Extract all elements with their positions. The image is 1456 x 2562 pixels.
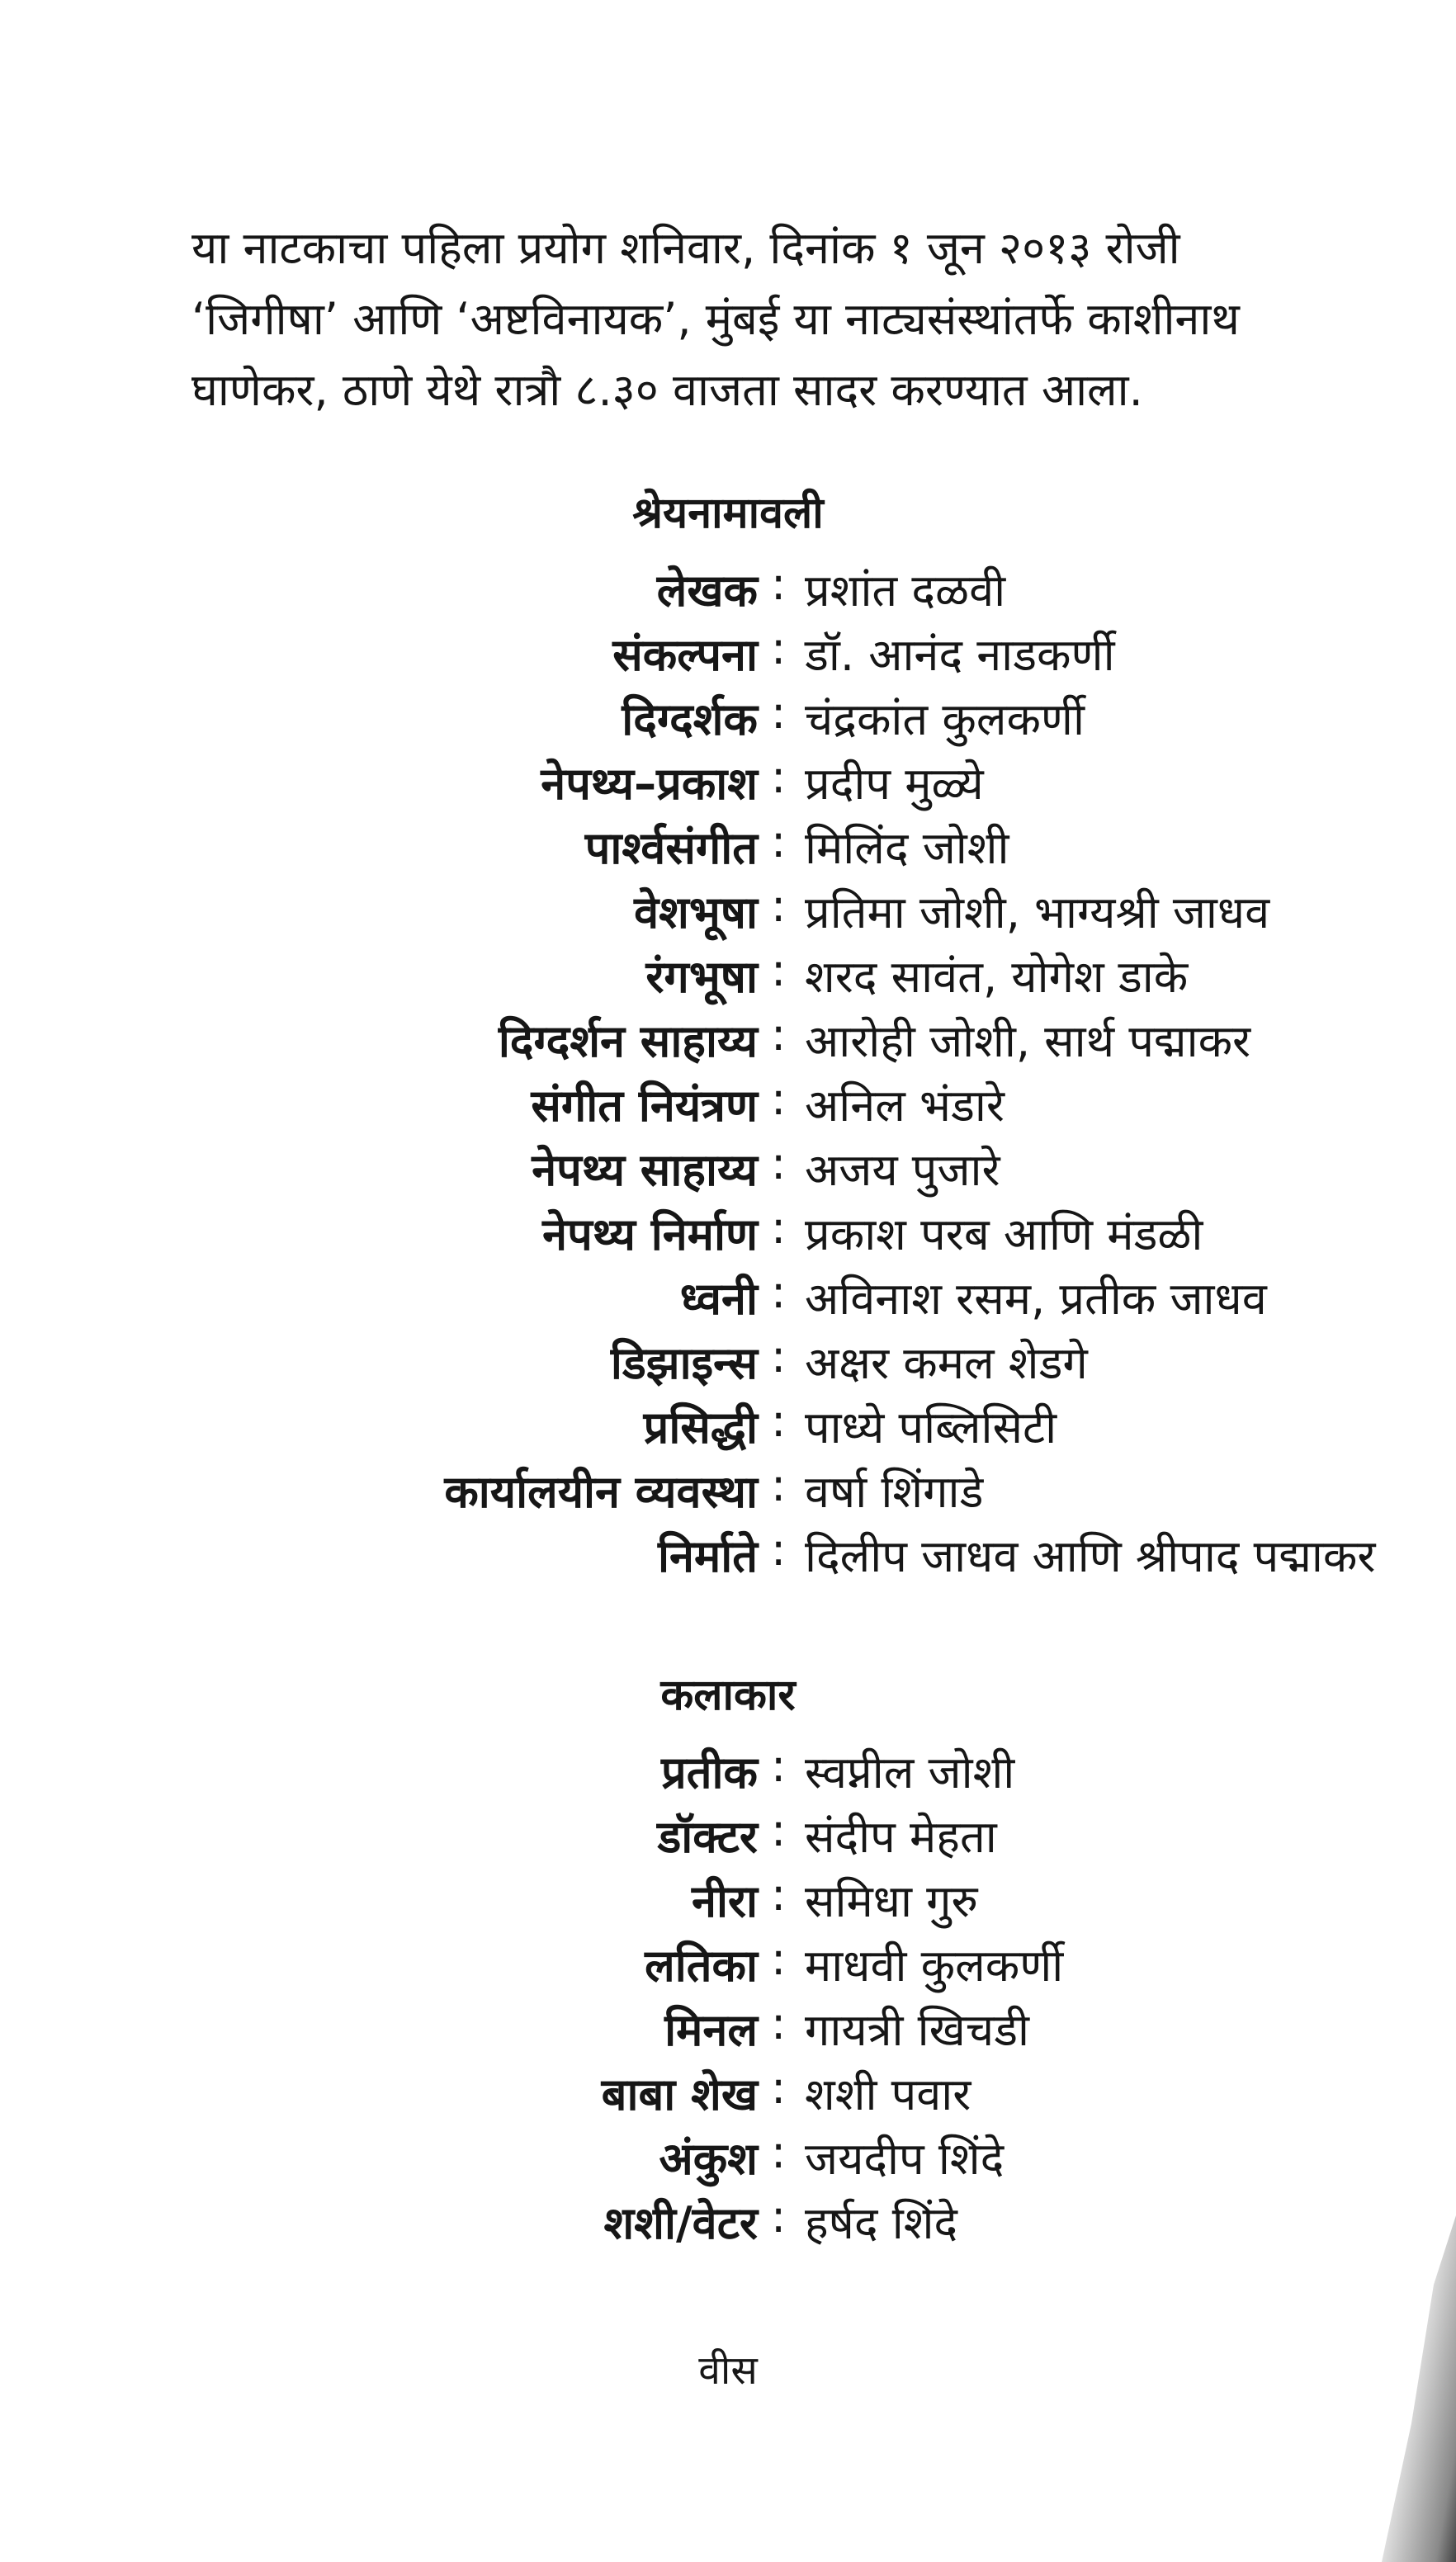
separator-colon: : [771,558,787,610]
role-label: संगीत नियंत्रण [531,1080,758,1132]
credit-row [0,1202,1456,1266]
credit-row [0,1331,1456,1395]
separator-colon: : [771,2062,787,2114]
cast-list [0,1740,1456,2255]
person-name: अजय पुजारे [805,1144,1000,1196]
person-name: आरोही जोशी, सार्थ पद्माकर [805,1015,1251,1067]
person-name: प्रशांत दळवी [805,565,1006,617]
cast-row [0,2191,1456,2255]
role-label: शशी/वेटर [603,2197,758,2249]
separator-colon: : [771,1331,787,1383]
credit-row [0,1459,1456,1524]
intro-line: या नाटकाचा पहिला प्रयोग शनिवार, दिनांक १ जून २०१३ रोजी [191,222,1180,274]
credit-row [0,1266,1456,1331]
cast-title: कलाकार [660,1671,796,1720]
person-name: प्रतिमा जोशी, भाग्यश्री जाधव [805,886,1270,938]
cast-row [0,1997,1456,2062]
cast-row [0,2126,1456,2191]
separator-colon: : [771,1997,787,2049]
person-name: माधवी कुलकर्णी [805,1940,1064,1992]
person-name: अक्षर कमल शेडगे [805,1337,1088,1389]
credit-row [0,880,1456,944]
separator-colon: : [771,944,787,996]
separator-colon: : [771,1073,787,1125]
person-name: प्रदीप मुळ्ये [805,758,984,810]
person-name: संदीप मेहता [805,1811,997,1863]
separator-colon: : [771,1740,787,1792]
credit-row [0,558,1456,622]
person-name: अनिल भंडारे [805,1080,1005,1132]
person-name: हर्षद शिंदे [805,2197,958,2249]
person-name: डॉ. आनंद नाडकर्णी [805,629,1115,681]
separator-colon: : [771,880,787,932]
role-label: दिग्दर्शक [622,693,758,745]
cast-row [0,1933,1456,1997]
separator-colon: : [771,751,787,803]
intro-line: ‘जिगीषा’ आणि ‘अष्टविनायक’, मुंबई या नाट्यसंस्थांतर्फे काशीनाथ [191,293,1240,345]
role-label: पार्श्वसंगीत [584,822,758,874]
role-label: नीरा [691,1875,758,1927]
role-label: प्रतीक [661,1747,758,1799]
credit-row [0,944,1456,1009]
role-label: निर्माते [657,1530,758,1582]
role-label: नेपथ्य–प्रकाश [541,758,758,810]
person-name: पाध्ये पब्लिसिटी [805,1402,1057,1454]
separator-colon: : [771,1137,787,1189]
person-name: समिधा गुरु [805,1875,978,1927]
separator-colon: : [771,622,787,674]
role-label: ध्वनी [679,1273,758,1325]
page-number: वीस [698,2347,758,2394]
role-label: बाबा शेख [601,2068,758,2120]
separator-colon: : [771,1459,787,1511]
role-label: संकल्पना [612,629,758,681]
credits-list [0,558,1456,1588]
credit-row [0,815,1456,880]
role-label: वेशभूषा [634,886,758,938]
credit-row [0,1137,1456,1202]
person-name: चंद्रकांत कुलकर्णी [805,693,1085,745]
role-label: अंकुश [659,2133,758,2185]
credit-row [0,1395,1456,1459]
intro-paragraph [191,213,1405,426]
cast-row [0,1869,1456,1933]
separator-colon: : [771,1202,787,1254]
separator-colon: : [771,1933,787,1985]
role-label: प्रसिद्धी [643,1402,758,1454]
separator-colon: : [771,1395,787,1447]
person-name: दिलीप जाधव आणि श्रीपाद पद्माकर [805,1530,1376,1582]
role-label: दिग्दर्शन साहाय्य [498,1015,758,1067]
cast-row [0,2062,1456,2126]
credit-row [0,622,1456,687]
person-name: शरद सावंत, योगेश डाके [805,951,1189,1003]
separator-colon: : [771,815,787,867]
credit-row [0,687,1456,751]
separator-colon: : [771,1869,787,1921]
role-label: नेपथ्य साहाय्य [532,1144,758,1196]
person-name: प्रकाश परब आणि मंडळी [805,1208,1203,1260]
separator-colon: : [771,687,787,739]
separator-colon: : [771,2191,787,2243]
person-name: वर्षा शिंगाडे [805,1466,984,1518]
role-label: डॉक्टर [657,1811,758,1863]
separator-colon: : [771,1266,787,1318]
role-label: लेखक [656,565,758,617]
separator-colon: : [771,1804,787,1856]
person-name: अविनाश रसम, प्रतीक जाधव [805,1273,1267,1325]
person-name: मिलिंद जोशी [805,822,1009,874]
person-name: शशी पवार [805,2068,971,2120]
separator-colon: : [771,1009,787,1061]
person-name: जयदीप शिंदे [805,2133,1005,2185]
role-label: रंगभूषा [645,951,758,1003]
person-name: गायत्री खिचडी [805,2004,1029,2056]
cast-row [0,1740,1456,1804]
separator-colon: : [771,1524,787,1576]
credit-row [0,751,1456,815]
intro-line: घाणेकर, ठाणे येथे रात्रौ ८.३० वाजता सादर करण्यात आला. [191,364,1143,416]
credit-row [0,1009,1456,1073]
role-label: नेपथ्य निर्माण [542,1208,758,1260]
person-name: स्वप्नील जोशी [805,1747,1015,1799]
credit-row [0,1524,1456,1588]
credits-title: श्रेयनामावली [632,489,824,538]
cast-row [0,1804,1456,1869]
separator-colon: : [771,2126,787,2178]
role-label: मिनल [664,2004,758,2056]
credit-row [0,1073,1456,1137]
role-label: लतिका [645,1940,758,1992]
role-label: कार्यालयीन व्यवस्था [444,1466,758,1518]
role-label: डिझाइन्स [610,1337,758,1389]
